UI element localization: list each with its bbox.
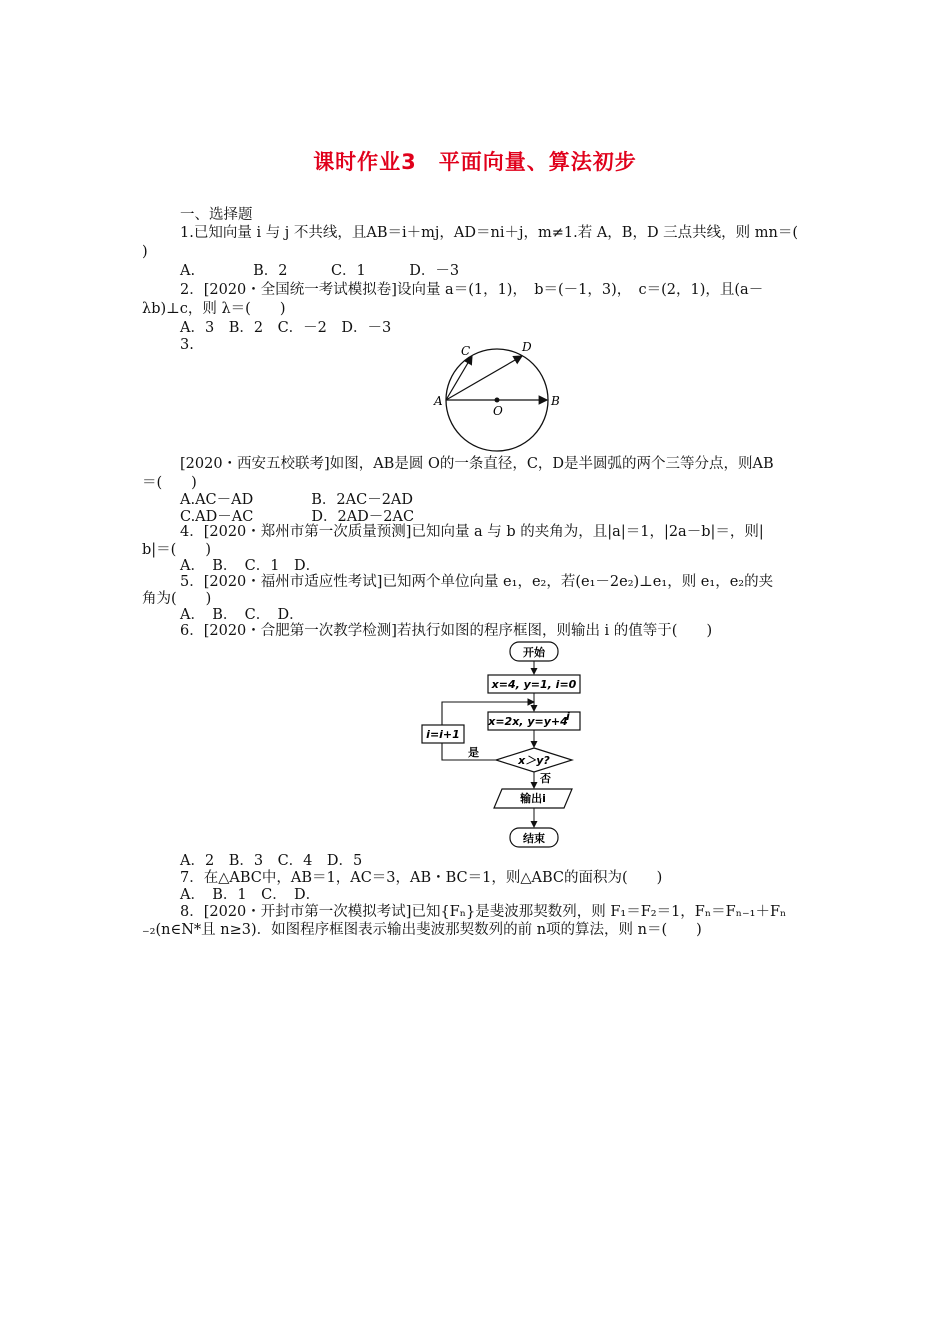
q2-options: A．3 B．2 C．－2 D．－3 [180, 320, 392, 336]
flow-no-label: 否 [540, 772, 551, 785]
flow-start-label: 开始 [523, 646, 545, 659]
q6-options: A．2 B．3 C．4 D．5 [180, 853, 363, 869]
flow-yes-label: 是 [468, 746, 479, 759]
q3-options-2: C.AD－AC D．2AD－2AC [180, 509, 415, 525]
q7-stem: 7．在△ABC中，AB＝1，AC＝3，AB・BC＝1，则△ABC的面积为( ) [180, 870, 663, 886]
q6-stem: 6．[2020・合肥第一次教学检测]若执行如图的程序框图，则输出 i 的值等于( ) [180, 623, 713, 639]
flow-output-label: 输出i [520, 792, 546, 805]
q5-options: A． B． C． D． [180, 607, 304, 623]
q3-options-1: A.AC－AD B．2AC－2AD [180, 492, 414, 508]
flow-update-label: x=2x, y=y+4 [488, 715, 568, 728]
flow-end-label: 结束 [523, 832, 545, 845]
flow-increment-label: i=i+1 [426, 728, 460, 741]
q8-stem: 8．[2020・开封市第一次模拟考试]已知{Fₙ}是斐波那契数列，则 F₁＝F₂＝1，Fₙ＝Fₙ₋₁＋Fₙ [180, 904, 787, 920]
q2-stem-cont: λb)⊥c，则 λ＝( ) [142, 301, 286, 317]
flowchart [410, 640, 590, 852]
q3-number: 3. [180, 337, 194, 353]
q1-stem-cont: ) [142, 244, 148, 260]
page-title: 课时作业3 平面向量、算法初步 [313, 150, 637, 174]
vector-ad [446, 356, 522, 400]
flow-update-sup: i [566, 710, 570, 723]
section-heading: 一、选择题 [180, 207, 253, 223]
q4-stem: 4．[2020・郑州市第一次质量预测]已知向量 a 与 b 的夹角为，且|a|＝1，|2a－b|＝，则| [180, 524, 764, 540]
label-o: O [493, 404, 503, 418]
flow-decision-label: x＞y? [518, 754, 550, 767]
q5-stem-cont: 角为( ) [142, 591, 212, 607]
label-a: A [434, 394, 443, 408]
center-point [495, 398, 500, 403]
q2-stem: 2．[2020・全国统一考试模拟卷]设向量 a＝(1，1)， b＝(－1，3)， c＝(2，1)，且(a－ [180, 282, 764, 298]
label-d: D [522, 340, 532, 354]
circle-diagram [420, 330, 570, 460]
label-b: B [551, 394, 560, 408]
q8-stem-cont: ₋₂(n∈N*且 n≥3)．如图程序框图表示输出斐波那契数列的前 n项的算法，则 n＝( ) [142, 922, 702, 938]
label-c: C [461, 344, 471, 358]
q3-stem: [2020・西安五校联考]如图，AB是圆 O的一条直径，C，D是半圆弧的两个三等分点，则AB [180, 456, 774, 472]
flow-init-label: x=4, y=1, i=0 [491, 678, 577, 691]
q4-stem-cont: b|＝( ) [142, 542, 211, 558]
vector-ac [446, 356, 472, 400]
q3-stem-cont: ＝( ) [142, 475, 197, 491]
q4-options: A． B． C．1 D． [180, 558, 321, 574]
q5-stem: 5．[2020・福州市适应性考试]已知两个单位向量 e₁，e₂，若(e₁－2e₂)⊥e₁，则 e₁，e₂的夹 [180, 574, 774, 590]
q1-options: A. B．2 C．1 D．－3 [180, 263, 460, 279]
q1-stem: 1.已知向量 i 与 j 不共线，且AB＝i＋mj，AD＝ni＋j，m≠1.若 A，B，D 三点共线，则 mn＝( [180, 225, 799, 241]
q7-options: A． B．1 C． D． [180, 887, 321, 903]
